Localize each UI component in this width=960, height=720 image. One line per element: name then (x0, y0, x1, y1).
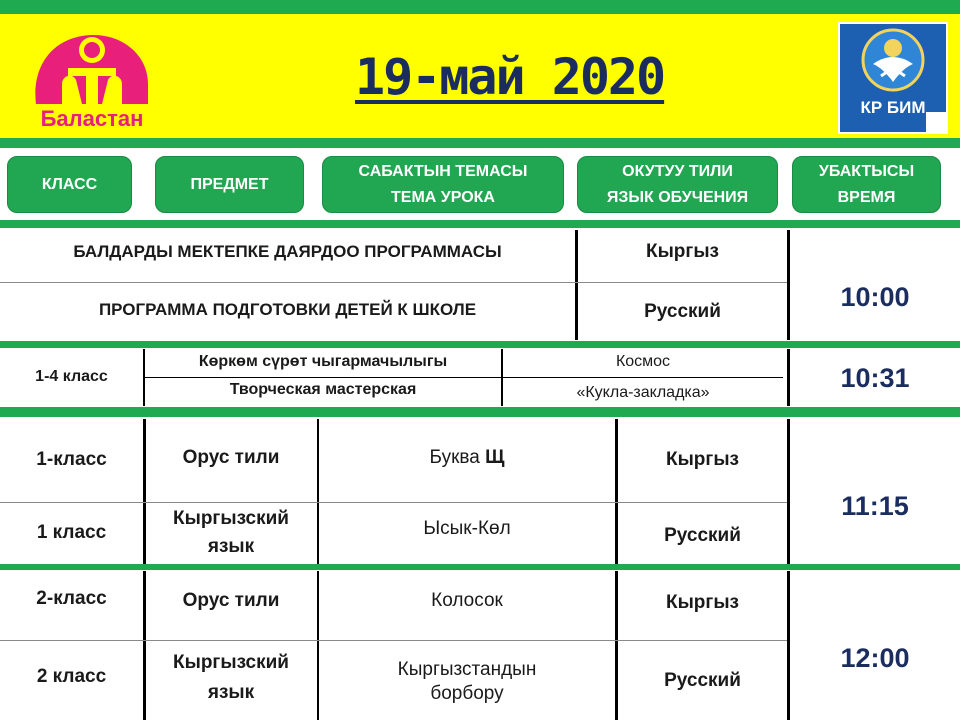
class-cell: 1 класс (36, 522, 107, 543)
column-header-label: ОКУТУУ ТИЛИ (622, 162, 733, 180)
column-header-label: УБАКТЫСЫ (818, 162, 915, 180)
language-ky: Кыргыз (645, 241, 719, 262)
topic-cell: Колосок (431, 590, 503, 611)
language-cell: Русский (664, 525, 741, 546)
language-ru: Русский (644, 301, 721, 322)
program-title-ky: БАЛДАРДЫ МЕКТЕПКЕ ДАЯРДОО ПРОГРАММАСЫ (73, 242, 502, 261)
block-divider (0, 341, 960, 348)
topic-ky: Космос (615, 353, 671, 370)
language-cell: Русский (664, 670, 741, 691)
subject-line: язык (207, 536, 255, 557)
column-header-topic[interactable] (322, 156, 564, 213)
column-header-language[interactable] (577, 156, 778, 213)
topic-text: Буква (429, 447, 486, 468)
balastan-logo-icon (22, 22, 162, 112)
logo-wordmark: Баластан (40, 106, 144, 131)
language-cell: Кыргыз (665, 449, 739, 470)
topic-ru: «Кукла-закладка» (576, 384, 710, 401)
page-title: 19-май 2020 (355, 48, 665, 106)
subject-cell: Орус тили (182, 447, 280, 468)
topic-cell (319, 656, 615, 708)
subject-ky: Көркөм сүрөт чыгармачылыгы (198, 353, 448, 370)
columns-divider (0, 220, 960, 228)
subject-line: Кыргызский (173, 652, 289, 673)
header-divider (0, 138, 960, 148)
column-header-subject[interactable] (155, 156, 304, 213)
program-title-ru: ПРОГРАММА ПОДГОТОВКИ ДЕТЕЙ К ШКОЛЕ (98, 300, 477, 319)
column-header-class[interactable] (7, 156, 132, 213)
top-green-strip (0, 0, 960, 14)
time-slot: 10:31 (840, 362, 910, 393)
class-cell: 2 класс (36, 666, 107, 687)
time-slot: 12:00 (840, 642, 910, 673)
class-cell: 1-4 класс (35, 368, 108, 385)
balastan-logo (22, 22, 162, 132)
subject-cell (145, 504, 317, 562)
row-divider (0, 282, 787, 283)
time-slot: 10:00 (840, 281, 910, 312)
header-banner (0, 14, 960, 138)
block-divider (0, 407, 960, 417)
column-header-label: ЯЗЫК ОБУЧЕНИЯ (606, 188, 749, 206)
time-slot: 11:15 (841, 490, 909, 521)
topic-line: Кыргызстандын (397, 659, 537, 680)
topic-cell: Ысык-Көл (423, 518, 511, 539)
subject-line: Кыргызский (173, 508, 289, 529)
topic-letter: Щ (485, 447, 505, 468)
emblem-icon (840, 24, 946, 96)
subject-ru: Творческая мастерская (229, 381, 417, 398)
column-header-label: ПРЕДМЕТ (190, 175, 269, 193)
topic-line: борбору (430, 683, 504, 704)
subject-line: язык (207, 682, 255, 703)
row-divider (0, 640, 787, 641)
row-divider (503, 377, 783, 378)
badge-label: КР БИМ (860, 98, 926, 117)
block-divider (0, 564, 960, 570)
subject-cell (145, 648, 317, 708)
class-cell: 1-класс (36, 449, 107, 470)
badge-corner (926, 112, 948, 134)
class-cell: 2-класс (36, 588, 107, 609)
column-header-time[interactable] (792, 156, 941, 213)
column-header-label: ТЕМА УРОКА (391, 188, 495, 206)
subject-cell: Орус тили (182, 590, 280, 611)
column-header-label: ВРЕМЯ (837, 188, 896, 206)
column-header-label: КЛАСС (41, 175, 98, 193)
language-cell: Кыргыз (665, 592, 739, 613)
kr-bim-badge (838, 22, 948, 134)
column-header-label: САБАКТЫН ТЕМАСЫ (358, 162, 528, 180)
topic-cell (319, 443, 615, 473)
row-divider (0, 502, 787, 503)
